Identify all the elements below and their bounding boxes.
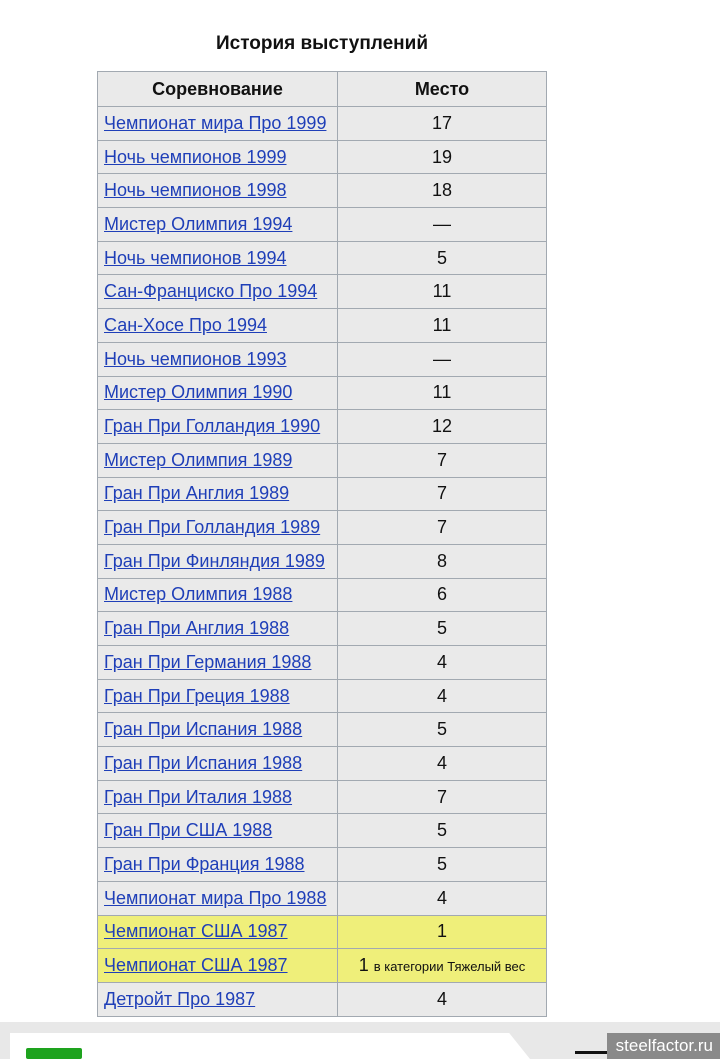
competition-link[interactable]: Чемпионат США 1987: [104, 921, 288, 942]
place-value: 7: [436, 786, 447, 807]
place-value: 12: [431, 416, 453, 437]
place-value: 5: [436, 820, 447, 841]
place-cell: [338, 949, 547, 983]
competition-cell: [98, 174, 338, 208]
place-cell: [338, 612, 547, 646]
competition-link[interactable]: Мистер Олимпия 1994: [104, 213, 293, 234]
competition-cell: [98, 780, 338, 814]
table-row: [98, 477, 547, 511]
table-row: [98, 376, 547, 410]
table-row: [98, 275, 547, 309]
place-value: 11: [432, 382, 452, 403]
table-row: [98, 410, 547, 444]
place-value: —: [433, 213, 451, 234]
competition-link[interactable]: Мистер Олимпия 1989: [104, 449, 293, 470]
competition-link[interactable]: Гран При Франция 1988: [104, 853, 305, 874]
place-value: 1: [358, 955, 369, 976]
place-value: 4: [436, 685, 447, 706]
place-cell: [338, 747, 547, 781]
competition-cell: [98, 881, 338, 915]
competition-link[interactable]: Гран При Испания 1988: [104, 752, 303, 773]
place-cell: [338, 814, 547, 848]
place-cell: [338, 241, 547, 275]
competition-link[interactable]: Чемпионат мира Про 1999: [104, 112, 327, 133]
competition-link[interactable]: Сан-Франциско Про 1994: [104, 281, 318, 302]
competition-link[interactable]: Мистер Олимпия 1988: [104, 584, 293, 605]
table-caption: История выступлений: [215, 33, 429, 54]
table-row: [98, 747, 547, 781]
place-value: 5: [436, 719, 447, 740]
place-cell: [338, 848, 547, 882]
table-row: [98, 679, 547, 713]
place-cell: [338, 443, 547, 477]
competition-link[interactable]: Мистер Олимпия 1990: [104, 382, 293, 403]
place-cell: [338, 107, 547, 141]
place-cell: [338, 544, 547, 578]
place-value: 4: [436, 651, 447, 672]
place-cell: [338, 646, 547, 680]
competition-cell: [98, 309, 338, 343]
competition-cell: [98, 578, 338, 612]
place-cell: [338, 174, 547, 208]
place-cell: [338, 342, 547, 376]
header-competition: Соревнование: [98, 72, 338, 107]
table-row: [98, 780, 547, 814]
competition-link[interactable]: Гран При США 1988: [104, 820, 273, 841]
competition-cell: [98, 208, 338, 242]
place-cell: [338, 410, 547, 444]
place-value: 11: [432, 281, 452, 302]
place-value: 5: [436, 247, 447, 268]
site-watermark: steelfactor.ru: [607, 1033, 720, 1059]
place-cell: [338, 511, 547, 545]
place-cell: [338, 780, 547, 814]
place-cell: [338, 982, 547, 1016]
place-value: 4: [436, 988, 447, 1009]
competition-cell: [98, 848, 338, 882]
competition-cell: [98, 342, 338, 376]
competition-link[interactable]: Гран При Голландия 1990: [104, 416, 321, 437]
competition-cell: [98, 376, 338, 410]
competition-cell: [98, 679, 338, 713]
competition-cell: [98, 410, 338, 444]
place-cell: [338, 140, 547, 174]
table-row: [98, 544, 547, 578]
place-value: 17: [431, 112, 453, 133]
place-value: 8: [436, 550, 447, 571]
competition-cell: [98, 982, 338, 1016]
table-header-row: [98, 72, 547, 107]
place-cell: [338, 679, 547, 713]
place-value: 7: [436, 449, 447, 470]
competition-link[interactable]: Гран При Англия 1988: [104, 618, 290, 639]
table-row: [98, 511, 547, 545]
place-value: 1: [436, 921, 447, 942]
competition-cell: [98, 107, 338, 141]
competition-link[interactable]: Гран При Италия 1988: [104, 786, 293, 807]
place-value: —: [433, 348, 451, 369]
table-row: [98, 241, 547, 275]
table-row: [98, 848, 547, 882]
competition-cell: [98, 949, 338, 983]
table-row: [98, 342, 547, 376]
header-place: Место: [338, 72, 547, 107]
competition-cell: [98, 241, 338, 275]
place-value: 11: [432, 314, 452, 335]
place-value: 19: [431, 146, 453, 167]
table-row: [98, 208, 547, 242]
competition-link[interactable]: Гран При Финляндия 1989: [104, 550, 325, 571]
table-row: [98, 713, 547, 747]
table-row: [98, 309, 547, 343]
place-value: 7: [436, 483, 447, 504]
bottom-banner-card: [10, 1033, 530, 1059]
competition-link[interactable]: Сан-Хосе Про 1994: [104, 314, 267, 335]
minimize-icon[interactable]: [575, 1051, 611, 1054]
table-row: [98, 915, 547, 949]
competition-cell: [98, 646, 338, 680]
place-value: 4: [436, 752, 447, 773]
competition-cell: [98, 747, 338, 781]
competition-link[interactable]: Детройт Про 1987: [104, 988, 256, 1009]
table-row: [98, 881, 547, 915]
place-value: 18: [431, 180, 453, 201]
table-row: [98, 174, 547, 208]
competition-cell: [98, 477, 338, 511]
place-cell: [338, 477, 547, 511]
place-cell: [338, 208, 547, 242]
competition-link[interactable]: Гран При Англия 1989: [104, 483, 290, 504]
competition-link[interactable]: Ночь чемпионов 1999: [104, 146, 287, 167]
performance-history-table: [97, 71, 547, 1017]
competition-link[interactable]: Гран При Испания 1988: [104, 719, 303, 740]
green-action-button[interactable]: [26, 1048, 82, 1059]
place-note: в категории Тяжелый вес: [373, 959, 526, 975]
competition-cell: [98, 915, 338, 949]
competition-cell: [98, 612, 338, 646]
competition-link[interactable]: Гран При Голландия 1989: [104, 517, 321, 538]
table-row: [98, 612, 547, 646]
competition-cell: [98, 544, 338, 578]
competition-cell: [98, 511, 338, 545]
competition-link[interactable]: Чемпионат мира Про 1988: [104, 887, 327, 908]
place-cell: [338, 376, 547, 410]
place-value: 7: [436, 517, 447, 538]
competition-cell: [98, 814, 338, 848]
place-cell: [338, 578, 547, 612]
table-row: [98, 646, 547, 680]
competition-link[interactable]: Чемпионат США 1987: [104, 955, 288, 976]
competition-cell: [98, 275, 338, 309]
place-value: 6: [436, 584, 447, 605]
competition-cell: [98, 713, 338, 747]
place-cell: [338, 915, 547, 949]
competition-link[interactable]: Ночь чемпионов 1994: [104, 247, 287, 268]
table-row: [98, 140, 547, 174]
competition-link[interactable]: Ночь чемпионов 1993: [104, 348, 287, 369]
table-row: [98, 107, 547, 141]
table-row: [98, 578, 547, 612]
place-value: 5: [436, 853, 447, 874]
competition-link[interactable]: Ночь чемпионов 1998: [104, 180, 287, 201]
place-cell: [338, 881, 547, 915]
competition-cell: [98, 443, 338, 477]
place-cell: [338, 275, 547, 309]
table-row: [98, 814, 547, 848]
place-cell: [338, 713, 547, 747]
table-row: [98, 982, 547, 1016]
competition-cell: [98, 140, 338, 174]
place-value: 5: [436, 618, 447, 639]
competition-link[interactable]: Гран При Греция 1988: [104, 685, 290, 706]
table-row: [98, 949, 547, 983]
competition-link[interactable]: Гран При Германия 1988: [104, 651, 312, 672]
place-value: 4: [436, 887, 447, 908]
place-cell: [338, 309, 547, 343]
table-row: [98, 443, 547, 477]
